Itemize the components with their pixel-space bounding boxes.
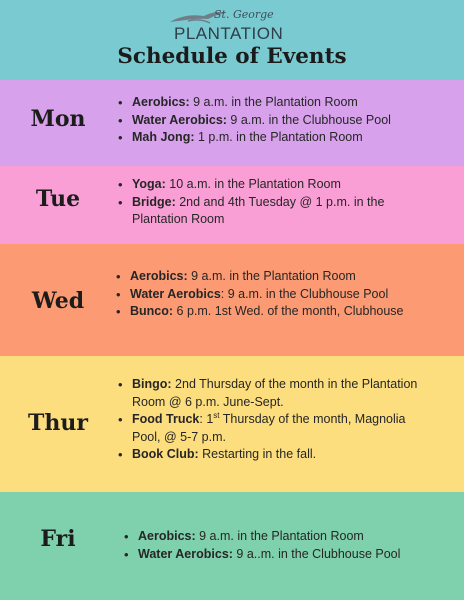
event-item	[116, 286, 446, 304]
day-band-tuesday	[0, 166, 464, 244]
event-text: 9 a.m. in the Clubhouse Pool	[226, 112, 391, 127]
event-label: Yoga:	[132, 177, 166, 191]
event-item	[118, 129, 448, 147]
event-item	[118, 194, 418, 229]
day-label-friday: Fri	[40, 526, 76, 552]
event-item	[124, 528, 454, 546]
event-list-thursday	[118, 376, 428, 464]
logo-main-text: PLANTATION	[174, 24, 284, 43]
event-label: Water Aerobics:	[138, 546, 233, 561]
event-label: Water Aerobics	[130, 286, 221, 301]
day-band-monday	[0, 80, 464, 166]
event-text: Thursday of the month, Magnolia Pool, @ 5-7 p.m.	[132, 412, 406, 444]
event-list-monday	[118, 94, 448, 147]
event-label: Book Club:	[132, 447, 199, 461]
event-item	[118, 94, 448, 112]
event-item	[116, 303, 446, 321]
event-label: Bingo:	[132, 377, 172, 391]
event-item	[116, 268, 446, 286]
event-text: 9 a..m. in the Clubhouse Pool	[232, 546, 401, 561]
event-list-wednesday	[116, 268, 446, 321]
event-text: 6 p.m. 1st Wed. of the month, Clubhouse	[173, 304, 404, 318]
event-label: Aerobics:	[138, 529, 196, 543]
event-text: Restarting in the fall.	[198, 447, 317, 461]
event-text: : 9 a.m. in the Clubhouse Pool	[220, 286, 389, 301]
day-label-monday: Mon	[30, 106, 86, 132]
event-label: Water Aerobics:	[132, 112, 227, 127]
event-label: Aerobics:	[130, 269, 188, 283]
day-label-tuesday: Tue	[35, 186, 81, 212]
day-band-friday	[0, 492, 464, 600]
event-text: 9 a.m. in the Plantation Room	[189, 95, 358, 109]
ordinal-suffix: st	[213, 410, 220, 420]
event-list-friday	[124, 528, 454, 563]
event-text: 2nd and 4th Tuesday @ 1 p.m. in the Plantation Room	[132, 194, 385, 226]
st-george-plantation-logo	[160, 6, 310, 42]
event-list-tuesday	[118, 176, 418, 229]
day-band-thursday	[0, 356, 464, 492]
event-item	[118, 112, 448, 130]
event-text: 2nd Thursday of the month in the Plantation Room @ 6 p.m. June-Sept.	[132, 377, 418, 409]
event-item	[118, 176, 418, 194]
day-label-wednesday: Wed	[31, 288, 85, 314]
event-label: Aerobics:	[132, 95, 190, 109]
event-label: Bridge:	[132, 194, 176, 209]
header	[0, 0, 464, 80]
event-item	[118, 411, 428, 446]
event-text: 9 a.m. in the Plantation Room	[195, 529, 364, 543]
logo-script-text: St. George	[214, 8, 274, 21]
event-text-pre: : 1	[199, 412, 214, 426]
page-title: Schedule of Events	[117, 44, 347, 69]
day-label-thursday: Thur	[28, 410, 88, 436]
event-text: 10 a.m. in the Plantation Room	[165, 177, 341, 191]
event-item	[118, 376, 428, 411]
event-item	[124, 546, 454, 564]
event-text: 1 p.m. in the Plantation Room	[194, 130, 363, 144]
day-band-wednesday	[0, 244, 464, 356]
event-item	[118, 446, 428, 464]
event-label: Food Truck	[132, 412, 200, 426]
event-text: 9 a.m. in the Plantation Room	[187, 269, 356, 283]
event-label: Mah Jong:	[132, 130, 195, 144]
event-label: Bunco:	[130, 304, 174, 318]
